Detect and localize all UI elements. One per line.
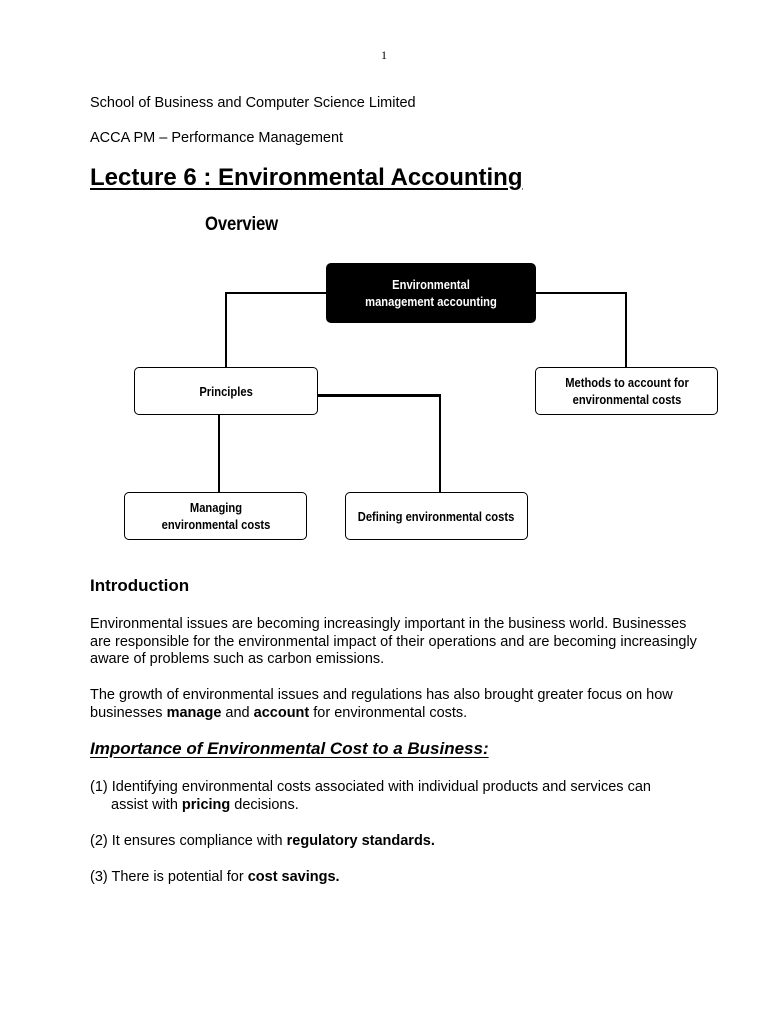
connector-root-right [535,292,627,294]
introduction-paragraph-1: Environmental issues are becoming increasingly important in the business world. Businesses are responsible for the environmental impact of their operations and are becoming increasingly aware of problems such as carbon emissions. [90,616,697,667]
item3-text: (3) There is potential for [90,869,248,885]
item2-bold: regulatory standards. [286,833,435,849]
diagram-node-root [326,263,536,323]
para2-bold-account: account [253,704,310,721]
item1-bold-pricing: pricing [181,796,231,813]
importance-heading: Importance of Environmental Cost to a Business: [90,739,489,758]
page-title: Lecture 6 : Environmental Accounting [90,164,523,191]
course-name: ACCA PM – Performance Management [90,130,344,146]
page-number: 1 [381,48,387,62]
connector-principles-right [317,394,441,397]
importance-item-1 [90,779,690,814]
diagram-node-root-label: Environmental management accounting [365,277,497,309]
para2-text-and: and [221,704,254,721]
item1-text-end: decisions. [230,796,299,813]
diagram-heading: Overview [205,214,278,235]
connector-to-methods [625,292,627,368]
item1-line1: (1) Identifying environmental costs associated with individual products and services can [90,779,651,795]
introduction-heading: Introduction [90,576,190,595]
diagram-node-principles-label: Principles [199,383,253,399]
diagram-node-principles [134,367,318,415]
diagram-node-methods [535,367,718,415]
para2-bold-manage: manage [166,704,222,721]
connector-to-managing [218,414,220,493]
item3-bold: cost savings. [247,869,340,885]
diagram-node-defining-label: Defining environmental costs [358,508,515,524]
importance-item-2 [90,833,690,851]
connector-to-defining [439,394,441,493]
diagram-node-managing [124,492,307,540]
connector-to-principles [225,292,227,368]
diagram-node-methods-label: Methods to account for environmental costs [564,375,689,407]
importance-item-3 [90,869,690,887]
item2-text: (2) It ensures compliance with [90,833,287,849]
item1-line2 [90,797,690,815]
diagram-node-managing-label: Managing environmental costs [161,500,270,532]
connector-root-left [225,292,327,294]
diagram-node-defining [345,492,528,540]
para2-text: The growth of environmental issues and regulations has also brought greater focus on how businesses [90,687,673,721]
item1-text: assist with [111,796,182,813]
school-name: School of Business and Computer Science Limited [90,95,416,111]
introduction-paragraph-2 [90,687,710,722]
para2-text-end: for environmental costs. [309,704,468,721]
